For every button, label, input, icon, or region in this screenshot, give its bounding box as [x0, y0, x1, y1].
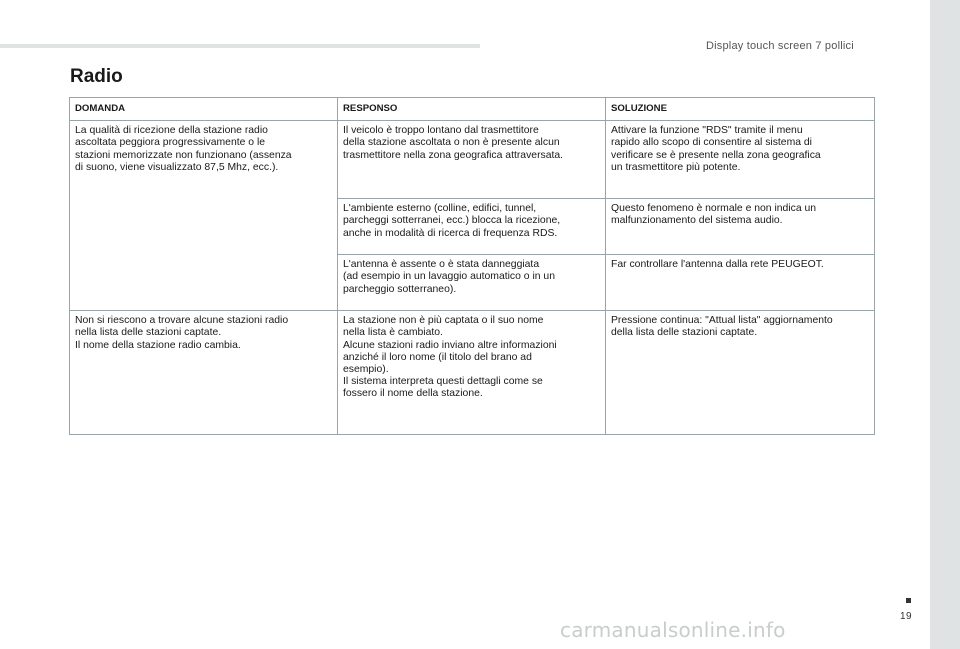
column-header-solution: SOLUZIONE — [606, 98, 875, 121]
question-cell-continued — [70, 255, 338, 311]
response-cell: L'antenna è assente o è stata danneggiata (ad esempio in un lavaggio automatico o in un parcheggio sotterraneo). — [338, 255, 606, 311]
question-cell-continued — [70, 199, 338, 255]
table-row — [70, 121, 875, 199]
table-row — [70, 255, 875, 311]
page-marker — [906, 598, 911, 603]
column-header-response: RESPONSO — [338, 98, 606, 121]
section-header-title: Display touch screen 7 pollici — [706, 40, 854, 52]
solution-cell: Far controllare l'antenna dalla rete PEUGEOT. — [606, 255, 875, 311]
page-number: 19 — [900, 611, 913, 622]
table-row — [70, 311, 875, 435]
response-cell: Il veicolo è troppo lontano dal trasmettitore della stazione ascoltata o non è presente alcun trasmettitore nella zona geografica attraversata. — [338, 121, 606, 199]
watermark: carmanualsonline.info — [560, 618, 786, 642]
question-cell: Non si riescono a trovare alcune stazioni radio nella lista delle stazioni captate. Il nome della stazione radio cambia. — [70, 311, 338, 435]
page-title: Radio — [70, 66, 123, 87]
table-row — [70, 199, 875, 255]
column-header-question: DOMANDA — [70, 98, 338, 121]
response-cell: L'ambiente esterno (colline, edifici, tunnel, parcheggi sotterranei, ecc.) blocca la ricezione, anche in modalità di ricerca di frequenza RDS. — [338, 199, 606, 255]
header-rule — [0, 44, 480, 48]
troubleshooting-table — [69, 97, 875, 435]
solution-cell: Attivare la funzione "RDS" tramite il menu rapido allo scopo di consentire al sistema di verificare se è presente nella zona geografica un trasmettitore più potente. — [606, 121, 875, 199]
solution-cell: Pressione continua: "Attual lista" aggiornamento della lista delle stazioni captate. — [606, 311, 875, 435]
solution-cell: Questo fenomeno è normale e non indica un malfunzionamento del sistema audio. — [606, 199, 875, 255]
page-side-band — [930, 0, 960, 649]
response-cell: La stazione non è più captata o il suo nome nella lista è cambiato. Alcune stazioni radio inviano altre informazioni anziché il loro nome (il titolo del brano ad esempio). Il sistema interpreta questi dettagli come se fossero il nome della stazione. — [338, 311, 606, 435]
table-header-row — [70, 98, 875, 121]
question-cell: La qualità di ricezione della stazione radio ascoltata peggiora progressivamente o le stazioni memorizzate non funzionano (assenza di suono, viene visualizzato 87,5 Mhz, ecc.). — [70, 121, 338, 199]
